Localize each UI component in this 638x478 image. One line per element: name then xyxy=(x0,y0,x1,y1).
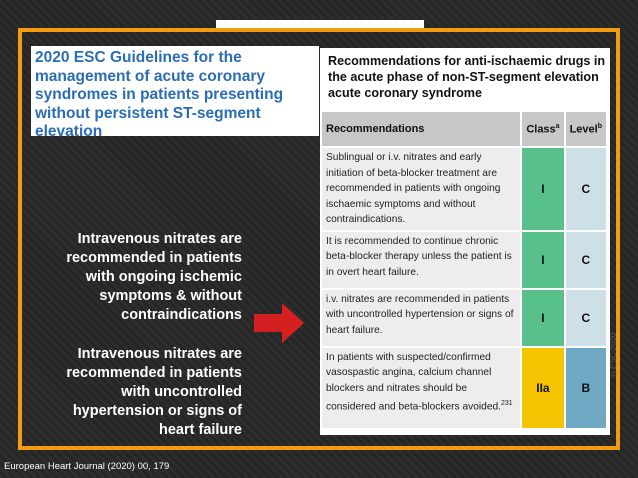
row-level: C xyxy=(566,148,606,230)
recommendations-panel xyxy=(320,48,610,435)
footer-citation: European Heart Journal (2020) 00, 179 xyxy=(4,461,170,472)
row-text: i.v. nitrates are recommended in patients with uncontrolled hypertension or signs of heart failure. xyxy=(322,290,520,346)
row-text: It is recommended to continue chronic beta-blocker therapy unless the patient is in overt heart failure. xyxy=(322,232,520,288)
header-class: Class$^a$ xyxy=(522,112,563,146)
left-text-ongoing-symptoms: Intravenous nitrates are recommended in patients with ongoing ischemic symptoms & without contraindications xyxy=(66,231,242,323)
header-recommendations: Recommendations xyxy=(322,112,520,146)
table-header-row xyxy=(322,112,606,146)
row-class: I xyxy=(522,232,563,288)
recommendations-table xyxy=(320,110,608,430)
row-level: C xyxy=(566,290,606,346)
row-level: B xyxy=(566,348,606,428)
recommendations-title: Recommendations for anti-ischaemic drugs in the acute phase of non-ST-segment elevation acute coronary syndrome xyxy=(328,54,606,100)
row-text: In patients with suspected/confirmed vasospastic angina, calcium channel blockers and nitrates should be considered and beta-blockers avoided.$^{231}$ xyxy=(322,348,520,428)
table-row xyxy=(322,348,606,428)
guideline-title: 2020 ESC Guidelines for the management of acute coronary syndromes in patients presenting without persistent ST-segment elevation xyxy=(35,49,284,140)
top-accent-bar xyxy=(216,20,424,28)
red-arrow-icon xyxy=(254,303,304,343)
row-class: IIa xyxy=(522,348,563,428)
esc-copyright: ©ESC 2020 xyxy=(609,332,618,378)
table-row xyxy=(322,290,606,346)
header-level: Level$^b$ xyxy=(566,112,606,146)
row-text: Sublingual or i.v. nitrates and early initiation of beta-blocker treatment are recommended in patients with ongoing ischaemic symptoms and without contraindications. xyxy=(322,148,520,230)
row-class: I xyxy=(522,148,563,230)
row-level: C xyxy=(566,232,606,288)
row-class: I xyxy=(522,290,563,346)
guideline-title-box xyxy=(31,46,319,140)
table-row xyxy=(322,148,606,230)
left-text-hypertension: Intravenous nitrates are recommended in patients with uncontrolled hypertension or signs of heart failure xyxy=(66,346,242,438)
row-reference: 231 xyxy=(501,400,513,407)
table-row xyxy=(322,232,606,288)
